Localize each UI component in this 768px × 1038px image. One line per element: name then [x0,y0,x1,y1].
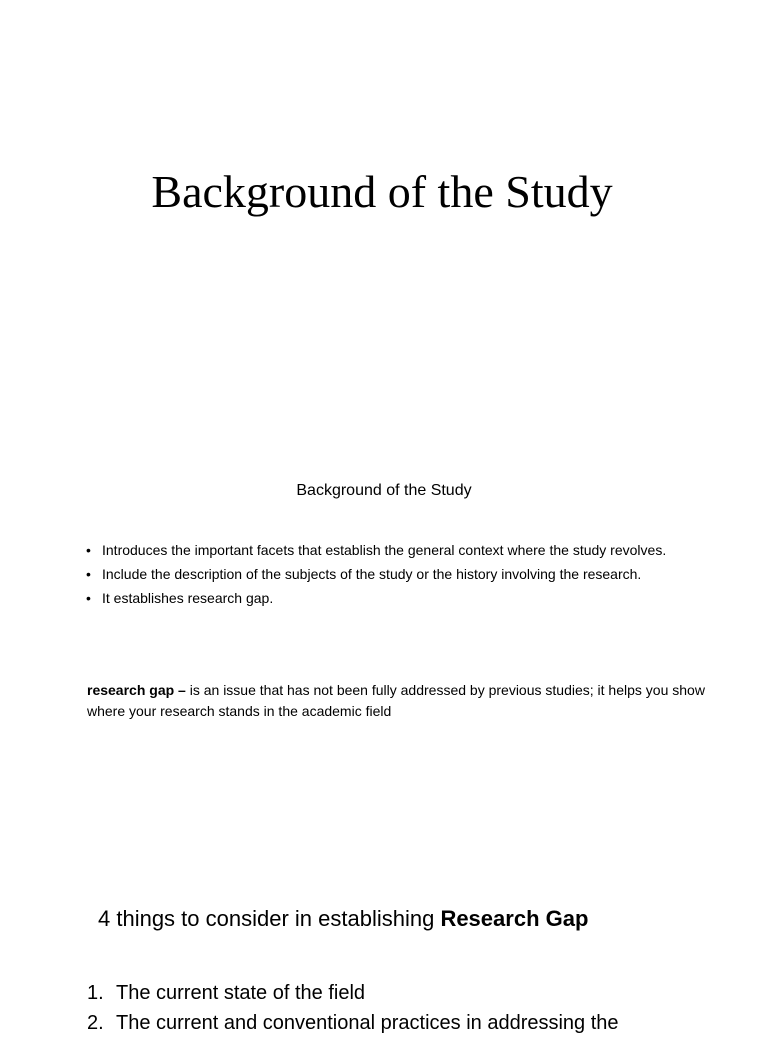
slide-title: Background of the Study [151,166,613,217]
numbered-item [87,978,727,1008]
bullet-text: Include the description of the subjects of the study or the history involving the research. [102,566,642,582]
numbered-item [87,1008,727,1038]
bullet-text: It establishes research gap. [102,590,274,606]
item-text: The current state of the field [116,982,366,1004]
bullet-dot-icon: • [86,542,91,558]
bullet-item [86,564,716,585]
bullet-item [86,588,716,609]
numbered-list [87,978,727,1038]
research-gap-heading [98,903,588,935]
gap-heading-prefix: 4 things to consider in establishing [98,906,441,931]
definition-text: is an issue that has not been fully addressed by previous studies; it helps you show where your research stands in the academic field [87,682,705,719]
bullet-list [86,540,716,612]
research-gap-definition [87,680,727,722]
bullet-dot-icon: • [86,566,91,582]
definition-term: research gap – [87,682,186,698]
gap-heading-emphasis: Research Gap [440,906,589,931]
item-number: 1. [87,982,104,1004]
bullet-dot-icon: • [86,590,91,606]
section-heading: Background of the Study [296,482,472,499]
bullet-item [86,540,716,561]
item-text: The current and conventional practices in addressing the [116,1012,619,1034]
item-number: 2. [87,1012,104,1034]
bullet-text: Introduces the important facets that establish the general context where the study revolves. [102,542,667,558]
